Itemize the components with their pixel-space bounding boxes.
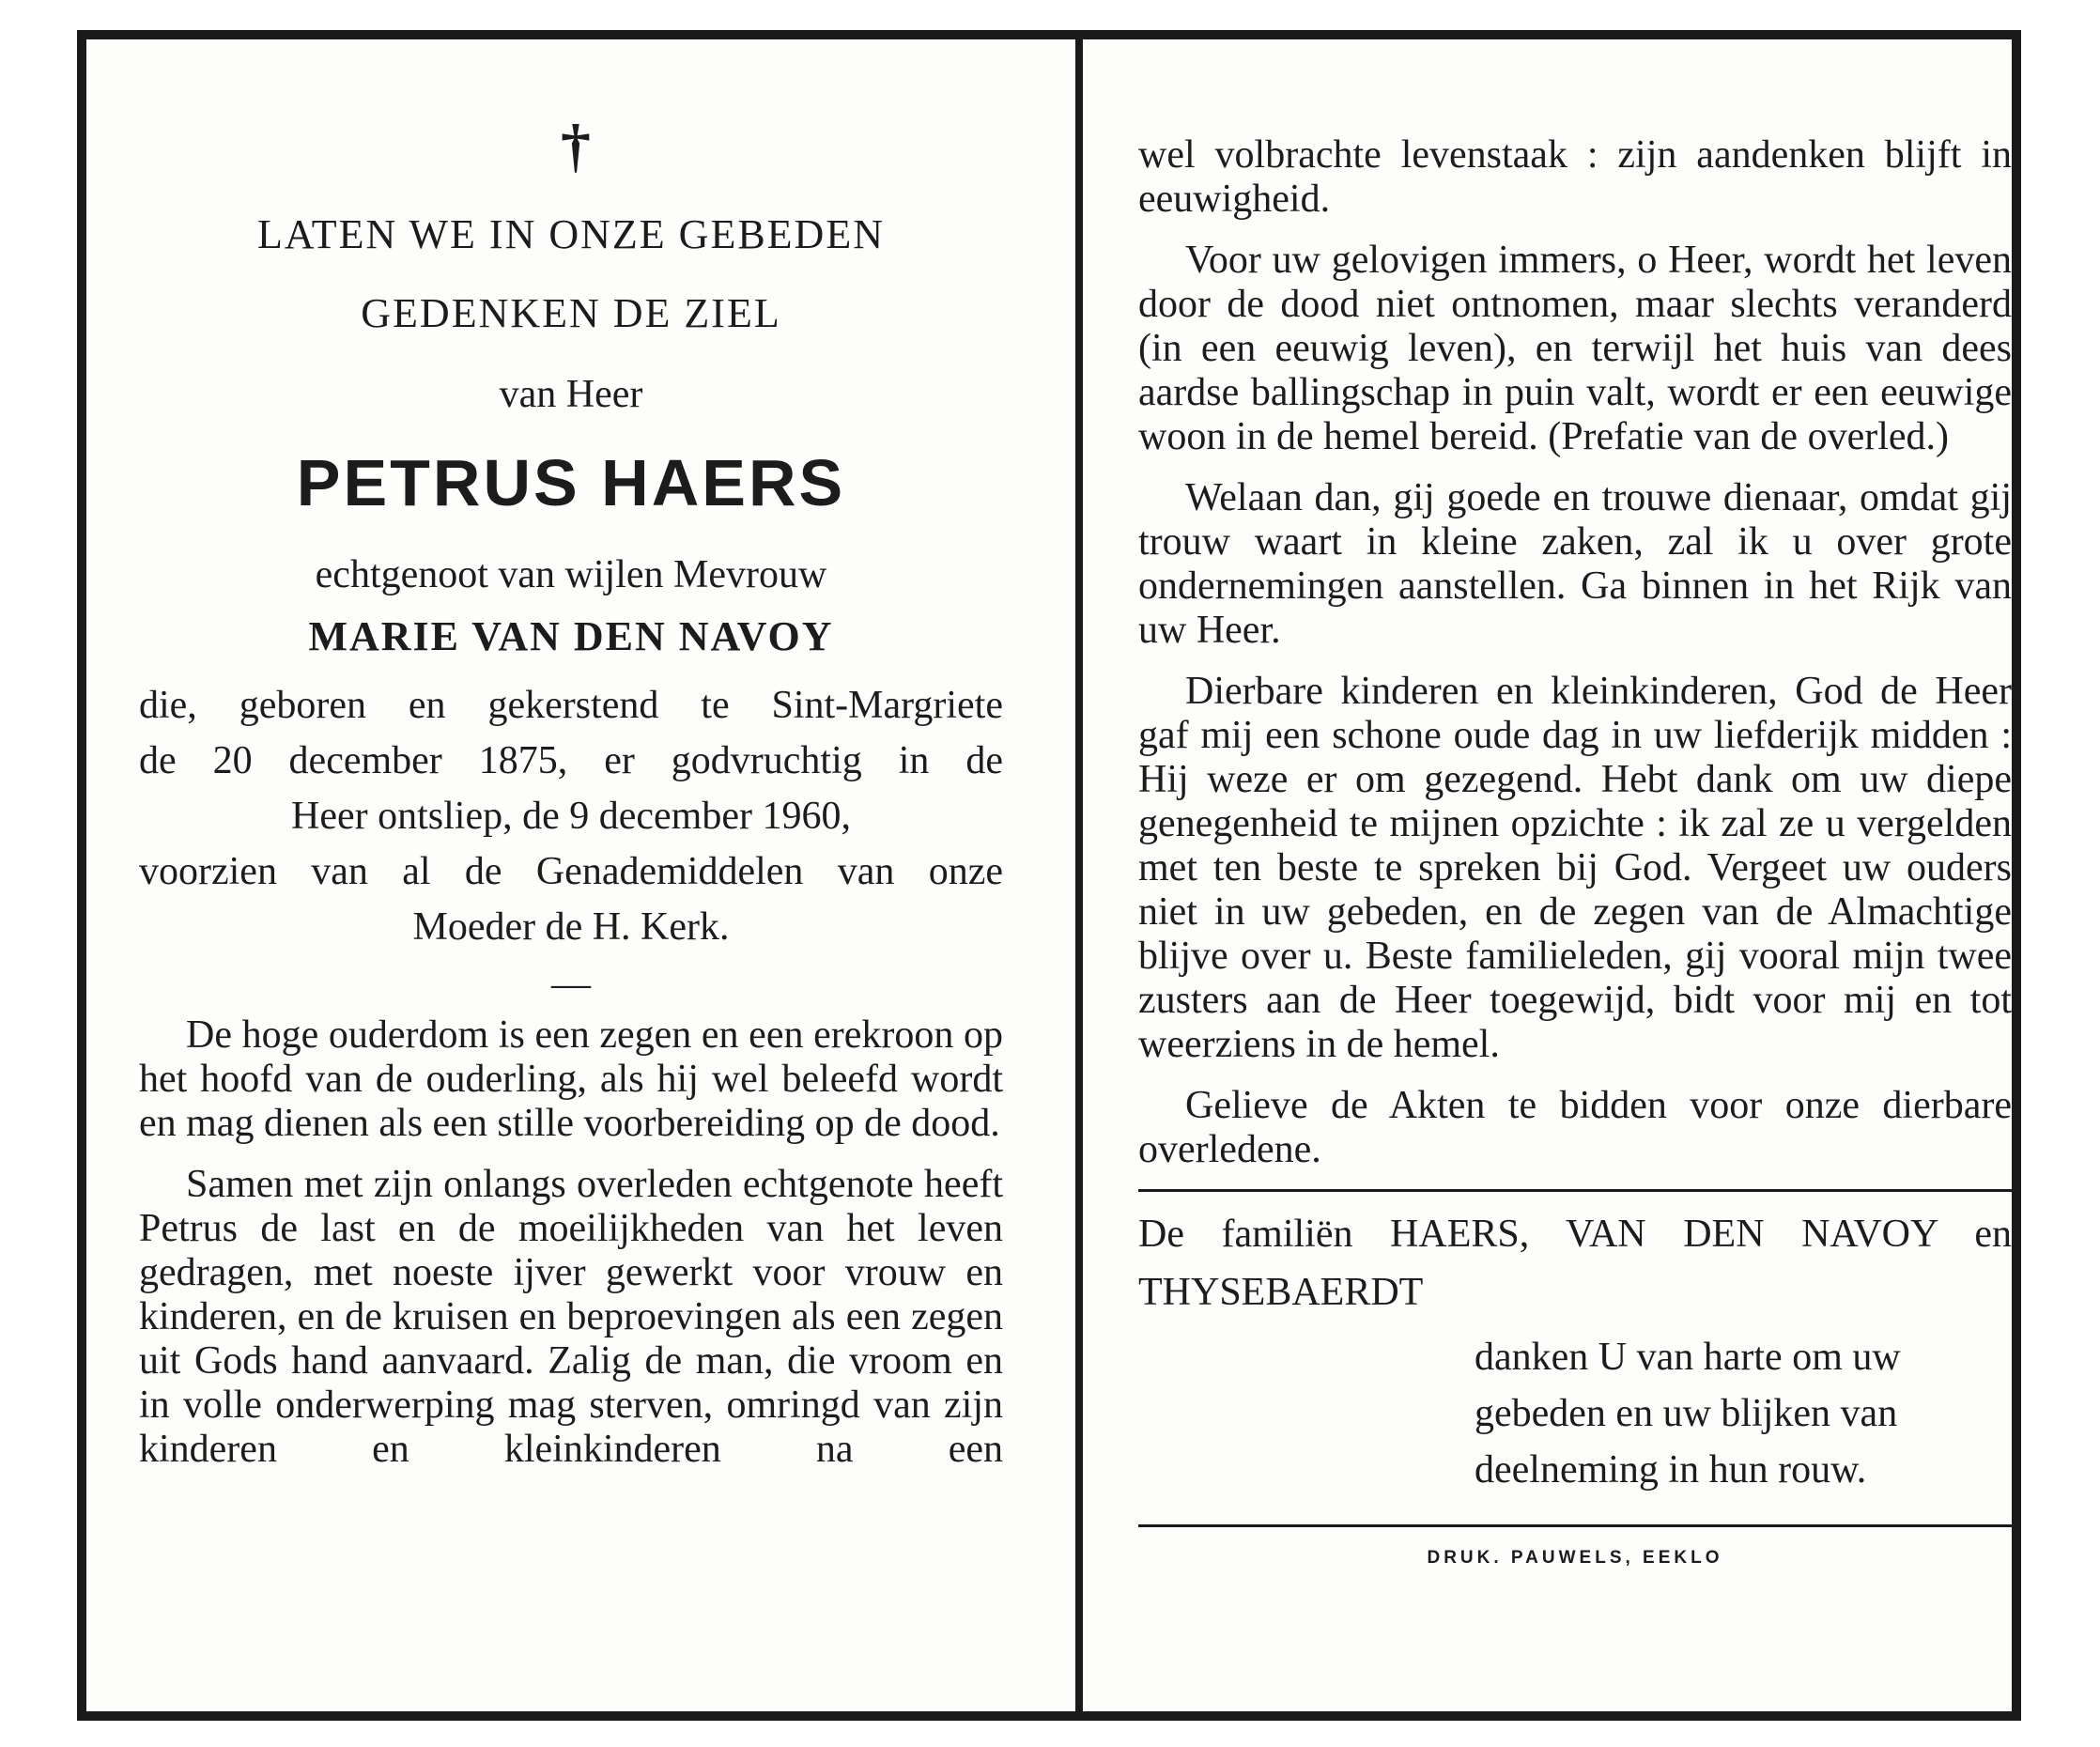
birth-line: Heer ontsliep, de 9 december 1960, xyxy=(291,795,851,838)
right-page xyxy=(1138,133,2012,1674)
text-paragraph-continuation: wel volbrachte levenstaak : zijn aandenken blijft in eeuwigheid. xyxy=(1138,133,2012,221)
heading-line-2: GEDENKEN DE ZIEL xyxy=(361,290,781,336)
text-paragraph: Voor uw gelovigen immers, o Heer, wordt het leven door de dood niet ontnomen, maar slechts veranderd (in een eeuwig leven), en terwijl het huis van dees aardse ballingschap in puin valt, wordt er een eeuwige woon in de hemel bereid. (Prefatie van de overled.) xyxy=(1138,239,2012,458)
heading-line-1: LATEN WE IN ONZE GEBEDEN xyxy=(257,211,885,257)
thanks-line: deelneming in hun rouw. xyxy=(1475,1448,1867,1492)
text-paragraph: Welaan dan, gij goede en trouwe dienaar, omdat gij trouw waart in kleine zaken, zal ik u over grote ondernemingen aanstellen. Ga binnen in het Rijk van uw Heer. xyxy=(1138,476,2012,652)
title-van-heer: van Heer xyxy=(499,373,643,416)
spouse-intro: echtgenoot van wijlen Mevrouw xyxy=(315,553,827,596)
horizontal-rule xyxy=(1138,1524,2012,1527)
thanks-line: danken U van harte om uw xyxy=(1475,1336,1901,1379)
section-dash: — xyxy=(551,963,591,1006)
printer-credit: DRUK. PAUWELS, EEKLO xyxy=(1427,1548,1723,1568)
horizontal-rule xyxy=(1138,1189,2012,1192)
text-paragraph: De hoge ouderdom is een zegen en een erekroon op het hoofd van de ouderling, als hij wel beleefd wordt en mag dienen als een stille voorbereiding op de dood. xyxy=(139,1013,1003,1145)
birth-line: Moeder de H. Kerk. xyxy=(412,905,730,949)
cross-icon: † xyxy=(561,112,591,178)
birth-line: die, geboren en gekerstend te Sint-Margriete xyxy=(139,684,1003,727)
text-paragraph: Dierbare kinderen en kleinkinderen, God de Heer gaf mij een schone oude dag in uw liefderijk midden : Hij weze er om gezegend. Hebt dank om uw diepe genegenheid te mijnen opzichte : ik zal ze u vergelden met ten beste te spreken bij God. Vergeet uw ouders niet in uw gebeden, en de zegen van de Almachtige blijve over u. Beste familieleden, gij vooral mijn twee zusters aan de Heer toegewijd, bidt voor mij en tot weerziens in de hemel. xyxy=(1138,670,2012,1066)
text-paragraph: Samen met zijn onlangs overleden echtgenote heeft Petrus de last en de moeilijkheden van het leven gedragen, met noeste ijver gewerkt voor vrouw en kinderen, en de kruisen en beproevingen als een zegen uit Gods hand aanvaard. Zalig de man, die vroom en in volle onderwerping mag sterven, omringd van zijn kinderen en kleinkinderen na een xyxy=(139,1163,1003,1471)
deceased-name: PETRUS HAERS xyxy=(296,446,846,519)
birth-death-details xyxy=(139,678,1003,955)
spouse-name: MARIE VAN DEN NAVOY xyxy=(308,613,834,659)
thanks-block xyxy=(1475,1329,2012,1498)
left-page xyxy=(139,113,1003,1653)
thanks-line: gebeden en uw blijken van xyxy=(1475,1392,1898,1435)
fold-divider xyxy=(1075,30,1083,1721)
birth-line: voorzien van al de Genademiddelen van onze xyxy=(139,850,1003,893)
text-paragraph: Gelieve de Akten te bidden voor onze dierbare overledene. xyxy=(1138,1084,2012,1171)
family-names: De familiën HAERS, VAN DEN NAVOY en THYSEBAERDT xyxy=(1138,1213,2012,1314)
birth-line: de 20 december 1875, er godvruchtig in de xyxy=(139,739,1003,782)
